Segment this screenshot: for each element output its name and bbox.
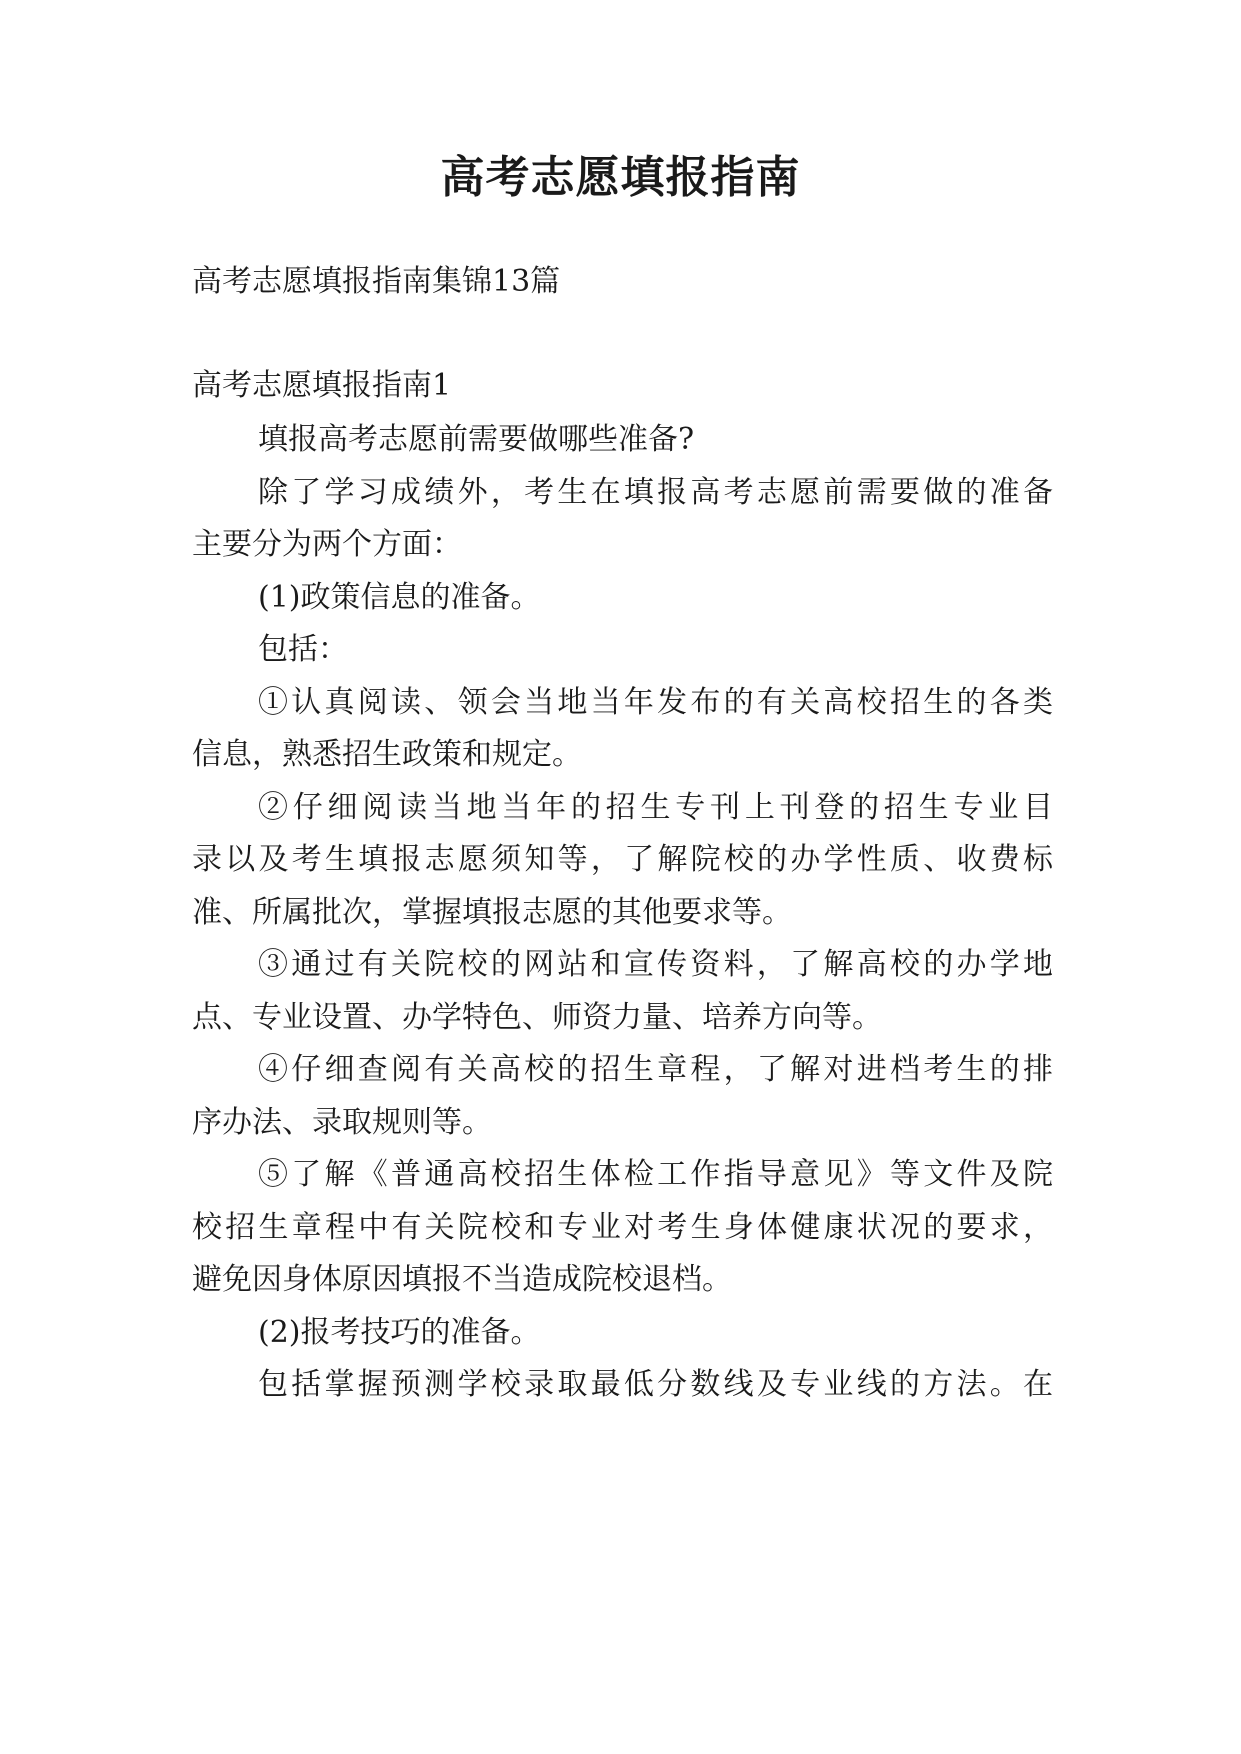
section-heading: 高考志愿填报指南1: [192, 368, 452, 403]
paragraph-line: 包括掌握预测学校录取最低分数线及专业线的方法。在: [258, 1367, 1053, 1402]
paragraph-line: 录以及考生填报志愿须知等，了解院校的办学性质、收费标: [192, 842, 1053, 877]
paragraph-line: 序办法、录取规则等。: [192, 1105, 492, 1140]
paragraph-line: ⑤了解《普通高校招生体检工作指导意见》等文件及院: [258, 1157, 1053, 1192]
paragraph-line: 填报高考志愿前需要做哪些准备?: [258, 422, 695, 457]
paragraph-line: 除了学习成绩外，考生在填报高考志愿前需要做的准备: [258, 475, 1053, 510]
paragraph-line: 主要分为两个方面：: [192, 527, 462, 562]
paragraph-line: 信息，熟悉招生政策和规定。: [192, 737, 582, 772]
paragraph-line: ①认真阅读、领会当地当年发布的有关高校招生的各类: [258, 685, 1053, 720]
paragraph-line: 点、专业设置、办学特色、师资力量、培养方向等。: [192, 1000, 882, 1035]
paragraph-line: 避免因身体原因填报不当造成院校退档。: [192, 1262, 732, 1297]
paragraph-line: ④仔细查阅有关高校的招生章程，了解对进档考生的排: [258, 1052, 1053, 1087]
paragraph-line: (1)政策信息的准备。: [258, 580, 541, 615]
paragraph-line: ③通过有关院校的网站和宣传资料，了解高校的办学地: [258, 947, 1053, 982]
paragraph-line: 准、所属批次，掌握填报志愿的其他要求等。: [192, 895, 792, 930]
paragraph-line: (2)报考技巧的准备。: [258, 1315, 541, 1350]
paragraph-line: 包括：: [258, 632, 348, 667]
paragraph-line: ②仔细阅读当地当年的招生专刊上刊登的招生专业目: [258, 790, 1053, 825]
paragraph-line: 校招生章程中有关院校和专业对考生身体健康状况的要求，: [192, 1210, 1053, 1245]
document-title: 高考志愿填报指南: [440, 152, 801, 203]
document-subtitle: 高考志愿填报指南集锦13篇: [192, 264, 561, 299]
